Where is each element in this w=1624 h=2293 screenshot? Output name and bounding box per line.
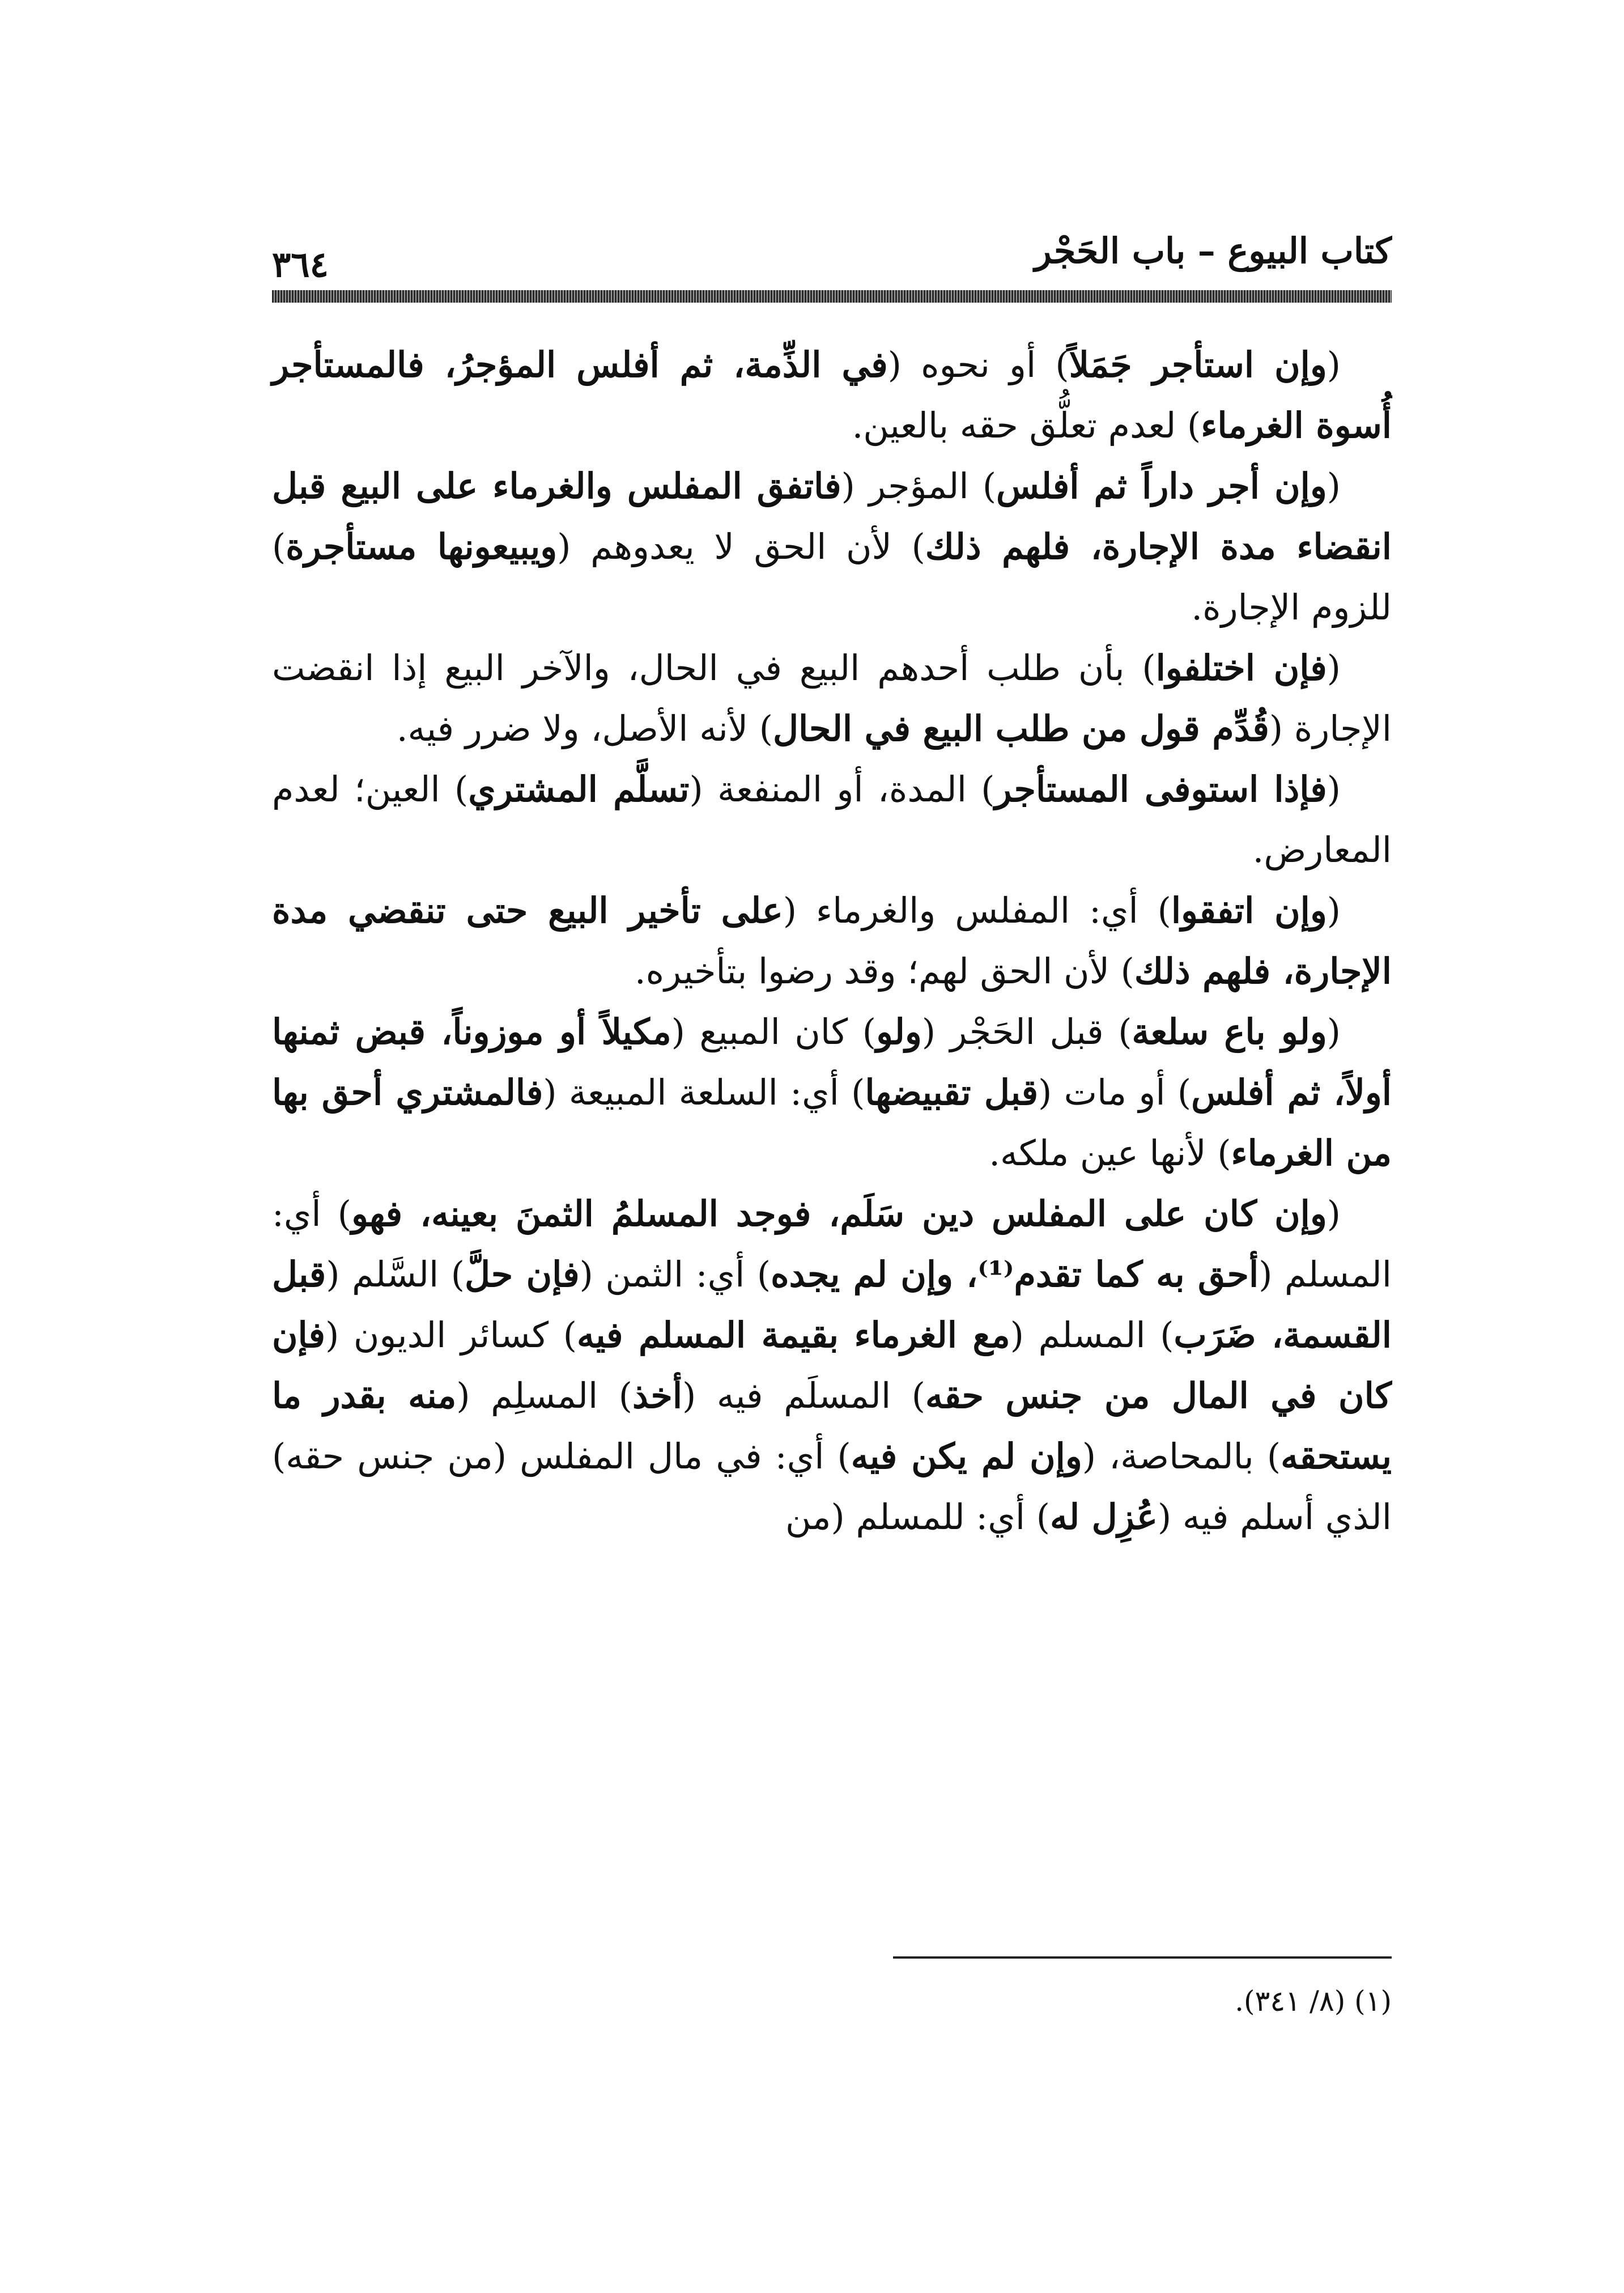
sharh-text: ) المسلِم (	[456, 1375, 632, 1416]
sharh-text: ) كان المبيع (	[671, 1011, 876, 1052]
footnote-rule	[893, 1956, 1392, 1959]
sharh-text: ) أي: السلعة المبيعة (	[543, 1072, 865, 1113]
paragraph	[272, 456, 1392, 638]
sharh-text: ) لأنها عين ملكه.	[989, 1132, 1231, 1174]
header-rule	[272, 290, 1392, 303]
matn-text: ويبيعونها مستأجرة	[286, 526, 558, 567]
matn-text: أخذ	[632, 1375, 683, 1416]
matn-text: وإن كان على المفلس دين سَلَم، فوجد المسلمُ الثمنَ بعينه، فهو	[351, 1193, 1327, 1234]
matn-text: فالمشتري أحق بها من الغرماء	[272, 1072, 1392, 1174]
matn-text: وإن استأجر جَمَلاً	[1069, 344, 1327, 385]
sharh-text: ) بأن طلب أحدهم البيع في الحال، والآخر البيع إذا انقضت الإجارة (	[272, 647, 1392, 749]
sharh-text: (	[1327, 890, 1341, 931]
matn-text: وإن اتفقوا	[1171, 890, 1327, 931]
matn-text: قبل القسمة، ضَرَب	[272, 1254, 1392, 1356]
matn-text: ولو باع سلعة	[1132, 1011, 1327, 1052]
sharh-text: ) المؤجر (	[841, 465, 997, 507]
paragraph	[272, 1183, 1392, 1547]
matn-text: تسلَّم المشتري	[468, 768, 690, 810]
sharh-text: (	[1327, 465, 1341, 507]
matn-text: على تأخير البيع حتى تنقضي مدة الإجارة، فلهم ذلك	[272, 890, 1392, 992]
sharh-text: ) أو نحوه (	[887, 344, 1069, 385]
paragraph	[272, 880, 1392, 1001]
matn-text: مكيلاً أو موزوناً، قبض ثمنها أولاً، ثم أفلس	[272, 1011, 1392, 1113]
matn-text: قبل تقبيضها	[865, 1072, 1039, 1113]
matn-text: فإن اختلفوا	[1155, 647, 1327, 689]
sharh-text: ) قبل الحَجْر (	[921, 1011, 1132, 1052]
sharh-text: ) لأن الحق لهم؛ وقد رضوا بتأخيره.	[634, 950, 1134, 992]
sharh-text: (	[1327, 768, 1341, 810]
matn-text: مع الغرماء بقيمة المسلم فيه	[576, 1314, 1010, 1356]
matn-text: أحق به كما تقدم⁽¹⁾، وإن لم يجده	[771, 1254, 1259, 1295]
sharh-text: ) لعدم تعلُّق حقه بالعين.	[852, 405, 1201, 446]
sharh-text: ) كسائر الديون (	[325, 1314, 577, 1356]
sharh-text: ) أي: الثمن (	[579, 1254, 771, 1295]
matn-text: ولو	[875, 1011, 922, 1052]
sharh-text: (	[1327, 1011, 1341, 1052]
sharh-text: (	[1327, 1193, 1341, 1234]
page-number: ٣٦٤	[272, 244, 329, 285]
sharh-text: ) أي: للمسلم (من	[785, 1496, 1050, 1538]
sharh-text: ) العين؛ لعدم المعارض.	[272, 768, 1392, 871]
sharh-text: (	[1327, 647, 1341, 689]
sharh-text: ) السَّلم (	[326, 1254, 465, 1295]
paragraph	[272, 759, 1392, 880]
running-title: كتاب البيوع – باب الحَجْر	[1034, 230, 1392, 271]
sharh-text: ) لأن الحق لا يعدوهم (	[557, 526, 925, 567]
page-header	[272, 227, 1392, 289]
matn-text: منه بقدر ما يستحقه	[272, 1375, 1392, 1477]
matn-text: فاتفق المفلس والغرماء على البيع قبل انقضاء مدة الإجارة، فلهم ذلك	[272, 465, 1392, 567]
matn-text: وإن لم يكن فيه	[851, 1436, 1082, 1477]
matn-text: عُزِل له	[1049, 1496, 1158, 1538]
paragraph	[272, 334, 1392, 456]
paragraph	[272, 1001, 1392, 1183]
paragraph	[272, 638, 1392, 759]
matn-text: فإذا استوفى المستأجر	[994, 768, 1327, 810]
matn-text: وإن أجر داراً ثم أفلس	[996, 465, 1327, 507]
footnote: (١) (٨/ ٣٤١).	[1235, 1985, 1392, 2018]
matn-text: قُدِّم قول من طلب البيع في الحال	[773, 708, 1269, 749]
sharh-text: ) أي: في مال المفلس (من جنس حقه) الذي أسلم فيه (	[272, 1436, 1392, 1538]
sharh-text: ) المسلم (	[1010, 1314, 1174, 1356]
sharh-text: ) المدة، أو المنفعة (	[689, 768, 995, 810]
matn-text: فإن حلَّ	[464, 1254, 580, 1295]
matn-text: فإن كان في المال من جنس حقه	[272, 1314, 1392, 1416]
sharh-text: (	[1327, 344, 1341, 385]
sharh-text: ) أي: المفلس والغرماء (	[783, 890, 1171, 931]
sharh-text: ) أو مات (	[1038, 1072, 1192, 1113]
sharh-text: ) أي: المسلم (	[272, 1193, 1392, 1295]
sharh-text: ) للزوم الإجارة.	[272, 526, 1392, 628]
body-text	[272, 334, 1392, 1547]
sharh-text: ) لأنه الأصل، ولا ضرر فيه.	[396, 708, 773, 749]
matn-text: في الذِّمة، ثم أفلس المؤجرُ، فالمستأجر أُسوة الغرماء	[272, 344, 1392, 446]
sharh-text: ) المسلَم فيه (	[682, 1375, 925, 1416]
sharh-text: ) بالمحاصة، (	[1082, 1436, 1281, 1477]
